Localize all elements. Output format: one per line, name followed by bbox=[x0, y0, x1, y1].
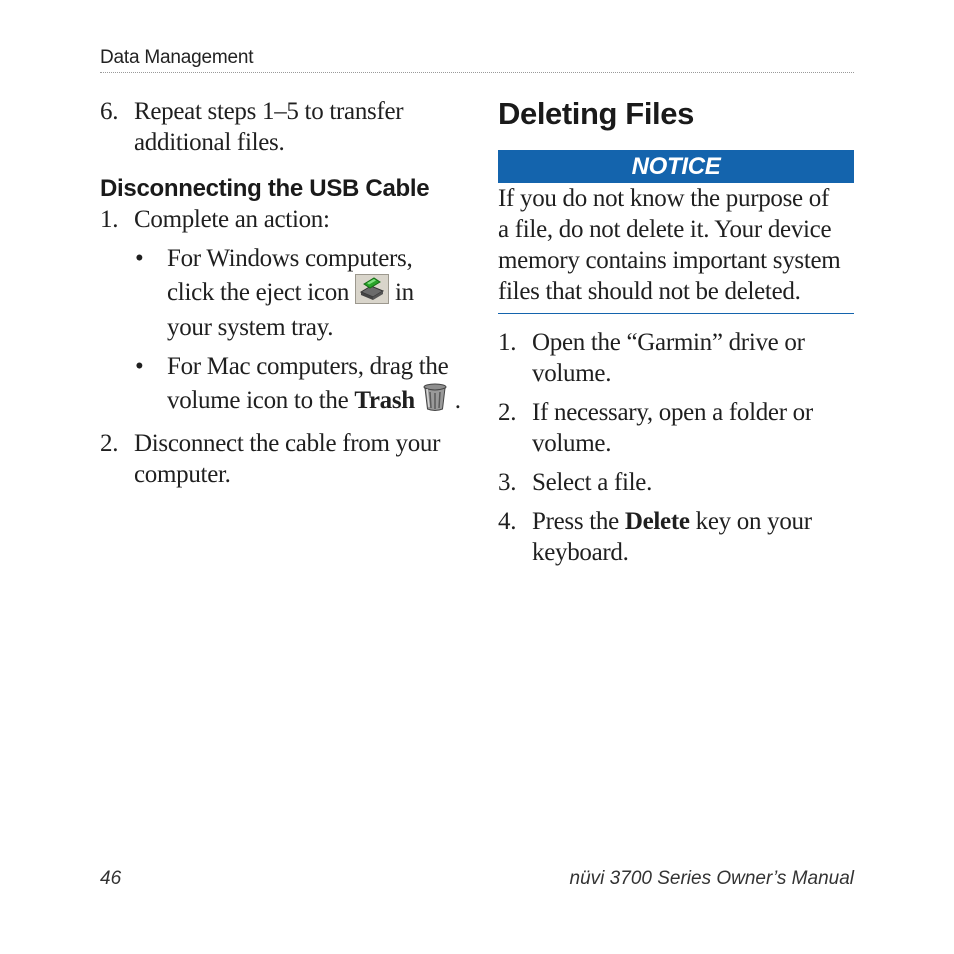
bullet-text-line: your system tray. bbox=[167, 314, 334, 341]
bullet-dot: • bbox=[135, 245, 144, 272]
step-number: 6. bbox=[100, 98, 119, 125]
eject-icon bbox=[355, 274, 389, 312]
step-text-line: computer. bbox=[134, 461, 231, 488]
step-text-line: Disconnect the cable from your bbox=[134, 430, 441, 457]
bullet-text: click the eject icon bbox=[167, 279, 350, 306]
bullet-text-line: For Windows computers, bbox=[167, 245, 413, 272]
step-number: 2. bbox=[100, 430, 119, 457]
step-text-line: If necessary, open a folder or bbox=[532, 399, 813, 426]
step-6 bbox=[100, 96, 470, 158]
bullet-text: . bbox=[454, 387, 461, 414]
step-text-line: Select a file. bbox=[532, 469, 653, 496]
delete-step-3 bbox=[498, 467, 854, 498]
delete-step-4 bbox=[498, 506, 854, 568]
bullet-dot: • bbox=[135, 353, 144, 380]
step-text: key on your bbox=[695, 508, 812, 535]
step-text-line bbox=[532, 506, 854, 537]
header-divider bbox=[100, 72, 854, 73]
step-number: 1. bbox=[100, 206, 119, 233]
bullet-text: in bbox=[395, 279, 414, 306]
step-2 bbox=[100, 428, 470, 490]
step-text-line: Complete an action: bbox=[134, 206, 330, 233]
step-number: 4. bbox=[498, 508, 517, 535]
section-heading-disconnecting: Disconnecting the USB Cable bbox=[100, 175, 430, 202]
step-text-line: volume. bbox=[532, 360, 612, 387]
notice-line: files that should not be deleted. bbox=[498, 278, 801, 305]
notice-line: If you do not know the purpose of bbox=[498, 185, 830, 212]
bullet-text: volume icon to the bbox=[167, 387, 349, 414]
bullet-text-line: For Mac computers, drag the bbox=[167, 353, 449, 380]
step-text-line: additional files. bbox=[134, 129, 285, 156]
trash-icon bbox=[421, 382, 449, 420]
left-column bbox=[100, 96, 470, 490]
bullet-mac bbox=[100, 351, 470, 420]
trash-label: Trash bbox=[354, 387, 415, 414]
page-number: 46 bbox=[100, 868, 122, 889]
step-text: Press the bbox=[532, 508, 619, 535]
section-title-deleting-files: Deleting Files bbox=[498, 96, 694, 131]
step-number: 2. bbox=[498, 399, 517, 426]
step-text-line: Open the “Garmin” drive or bbox=[532, 329, 805, 356]
step-1 bbox=[100, 204, 470, 235]
delete-step-2 bbox=[498, 397, 854, 459]
notice-body bbox=[498, 183, 854, 314]
delete-step-1 bbox=[498, 327, 854, 389]
running-head: Data Management bbox=[100, 47, 254, 68]
step-text-line: Repeat steps 1–5 to transfer bbox=[134, 98, 404, 125]
right-column bbox=[498, 96, 854, 568]
bullet-windows bbox=[100, 243, 470, 343]
delete-key-label: Delete bbox=[624, 508, 690, 535]
step-number: 1. bbox=[498, 329, 517, 356]
manual-title: nüvi 3700 Series Owner’s Manual bbox=[569, 868, 854, 889]
notice-line: a file, do not delete it. Your device bbox=[498, 216, 832, 243]
notice-line: memory contains important system bbox=[498, 247, 841, 274]
step-text-line: keyboard. bbox=[532, 539, 629, 566]
bullet-text-line bbox=[167, 382, 470, 420]
bullet-text-line bbox=[167, 274, 470, 312]
step-text-line: volume. bbox=[532, 430, 612, 457]
step-number: 3. bbox=[498, 469, 517, 496]
notice-label: NOTICE bbox=[498, 150, 854, 183]
